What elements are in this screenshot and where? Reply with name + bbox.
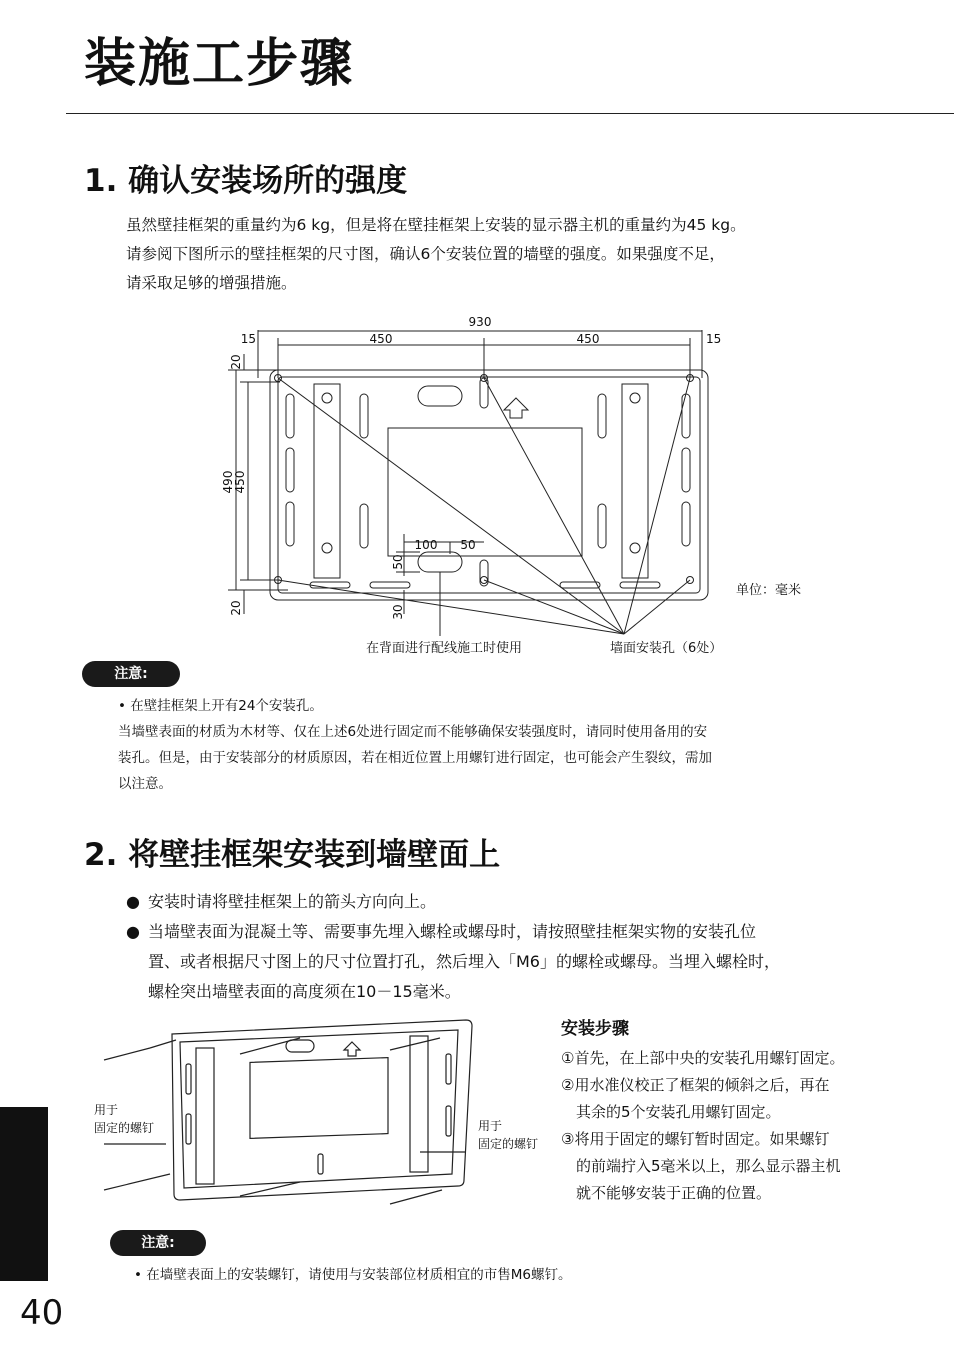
installation-figure xyxy=(90,1014,560,1214)
section2-note: • 在墙壁表面上的安装螺钉，请使用与安装部位材质相宜的市售M6螺钉。 xyxy=(134,1267,572,1283)
left-screw-label-2: 固定的螺钉 xyxy=(94,1121,155,1135)
note1-line-4: 以注意。 xyxy=(118,776,172,792)
page-number: 40 xyxy=(20,1293,64,1333)
bullet-text: 安装时请将壁挂框架上的箭头方向向上。 xyxy=(148,892,437,911)
section1-line-2: 请参阅下图所示的壁挂框架的尺寸图，确认6个安装位置的墙壁的强度。如果强度不足， xyxy=(126,245,725,263)
steps-list xyxy=(561,1045,844,1207)
note-badge-2: 注意: xyxy=(110,1230,206,1256)
note1-line-2: 当墙壁表面的材质为木材等、仅在上述6处进行固定而不能够确保安装强度时，请同时使用备用的安 xyxy=(118,724,708,740)
step-line-1: ①首先，在上部中央的安装孔用螺钉固定。 xyxy=(561,1049,845,1067)
bullet-dot: ● xyxy=(126,892,140,911)
dim-right-span: 450 xyxy=(576,332,600,346)
dim-total-width: 930 xyxy=(468,315,492,329)
section1-line-3: 请采取足够的增强措施。 xyxy=(126,274,297,292)
bullet-item-1 xyxy=(126,887,780,917)
dim-left-span: 450 xyxy=(369,332,393,346)
title-divider xyxy=(66,113,954,114)
dim-bottom-offset: 30 xyxy=(391,604,405,620)
dim-left-margin: 15 xyxy=(240,332,256,346)
note-badge-1: 注意: xyxy=(82,661,180,687)
right-screw-label-2: 固定的螺钉 xyxy=(478,1137,539,1151)
step-line-5: 的前端拧入5毫米以上，那么显示器主机 xyxy=(561,1157,841,1175)
dim-slot-width: 100 xyxy=(414,538,438,552)
section2-heading: 2. 将壁挂框架安装到墙壁面上 xyxy=(84,837,501,873)
note1-line-1: • 在壁挂框架上开有24个安装孔。 xyxy=(118,698,323,714)
unit-label: 单位：毫米 xyxy=(736,583,802,598)
side-tab xyxy=(0,1107,48,1281)
step-line-3: 其余的5个安装孔用螺钉固定。 xyxy=(561,1103,781,1121)
section1-heading: 1. 确认安装场所的强度 xyxy=(84,163,408,199)
dim-top-margin: 20 xyxy=(229,354,243,370)
frame-dimension-diagram xyxy=(220,314,840,660)
mount-holes-label: 墙面安装孔（6处） xyxy=(610,641,723,656)
dim-slot-height: 50 xyxy=(391,554,405,570)
page-title: 装施工步骤 xyxy=(84,34,355,94)
step-line-6: 就不能够安装于正确的位置。 xyxy=(561,1184,772,1202)
left-screw-label-1: 用于 xyxy=(94,1103,119,1117)
bullet2-line-3: 螺栓突出墙壁表面的高度须在10－15毫米。 xyxy=(148,982,461,1001)
dim-total-height: 490 xyxy=(221,470,235,494)
note1-line-3: 装孔。但是，由于安装部分的材质原因，若在相近位置上用螺钉进行固定，也可能会产生裂纹，需加 xyxy=(118,750,712,766)
dim-right-margin: 15 xyxy=(706,332,722,346)
section2-bullets xyxy=(126,887,780,1007)
dim-slot-half: 50 xyxy=(460,538,476,552)
bullet-item-2 xyxy=(126,917,780,1007)
section1-paragraph xyxy=(126,211,746,298)
bullet2-line-2: 置、或者根据尺寸图上的尺寸位置打孔，然后埋入「M6」的螺栓或螺母。当埋入螺栓时， xyxy=(148,952,780,971)
bullet2-line-1: 当墙壁表面为混凝土等、需要事先埋入螺栓或螺母时，请按照壁挂框架实物的安装孔位 xyxy=(148,922,757,941)
section1-line-1: 虽然壁挂框架的重量约为6 kg，但是将在壁挂框架上安装的显示器主机的重量约为45 kg。 xyxy=(126,216,746,234)
section1-note xyxy=(118,693,712,797)
step-line-2: ②用水准仪校正了框架的倾斜之后，再在 xyxy=(561,1076,830,1094)
bullet-text xyxy=(148,917,780,1007)
steps-heading: 安装步骤 xyxy=(561,1019,629,1039)
step-line-4: ③将用于固定的螺钉暂时固定。如果螺钉 xyxy=(561,1130,830,1148)
wiring-label: 在背面进行配线施工时使用 xyxy=(366,641,523,656)
bullet-dot: ● xyxy=(126,922,140,941)
right-screw-label-1: 用于 xyxy=(478,1119,503,1133)
dim-inner-height: 450 xyxy=(233,470,247,494)
dim-bottom-margin: 20 xyxy=(229,600,243,616)
